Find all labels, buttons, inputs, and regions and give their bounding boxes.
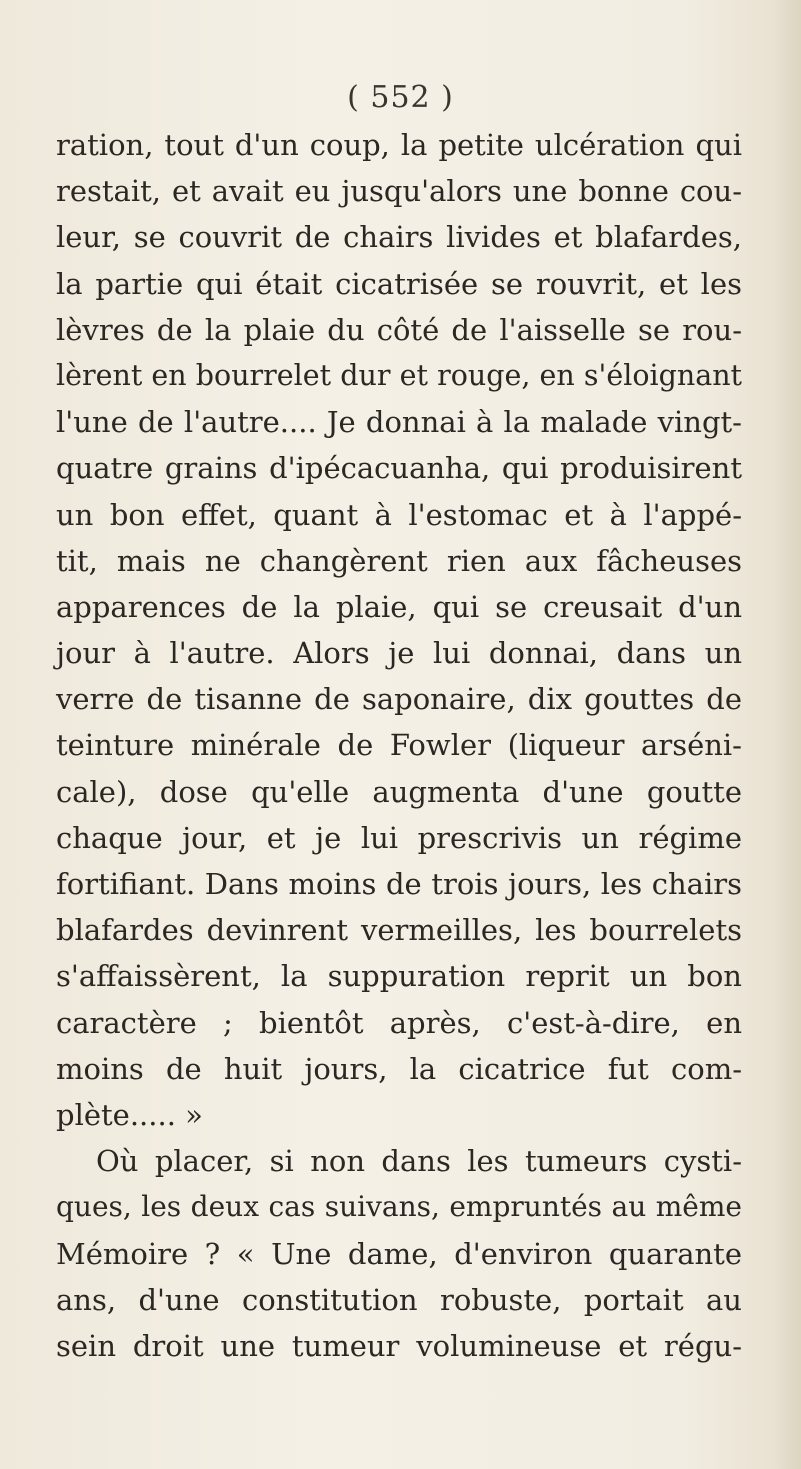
- text-line: teinture minérale de Fowler (liqueur arséni-: [56, 728, 742, 763]
- text-line: leur, se couvrit de chairs livides et blafardes,: [56, 220, 742, 255]
- text-line: lèrent en bourrelet dur et rouge, en s'éloignant: [56, 358, 742, 392]
- text-line: chaque jour, et je lui prescrivis un régime: [56, 820, 742, 855]
- text-line: verre de tisanne de saponaire, dix gouttes de: [56, 682, 742, 717]
- body-text: [56, 122, 742, 1369]
- text-line: ration, tout d'un coup, la petite ulcération qui: [56, 128, 742, 162]
- text-line: blafardes devinrent vermeilles, les bourrelets: [56, 913, 742, 948]
- page-number: ( 552 ): [347, 80, 454, 115]
- text-line: l'une de l'autre.... Je donnai à la malade vingt-: [56, 405, 742, 440]
- text-line: Mémoire ? « Une dame, d'environ quarante: [56, 1236, 742, 1271]
- text-line: ans, d'une constitution robuste, portait au: [56, 1282, 742, 1317]
- text-line: un bon effet, quant à l'estomac et à l'appé-: [56, 497, 742, 532]
- text-line: fortifiant. Dans moins de trois jours, les chairs: [56, 867, 742, 901]
- text-line: restait, et avait eu jusqu'alors une bonne cou-: [56, 174, 742, 209]
- text-line: moins de huit jours, la cicatrice fut com-: [56, 1051, 742, 1086]
- text-line-paragraph-start: Où placer, si non dans les tumeurs cysti-: [96, 1144, 742, 1179]
- text-line: lèvres de la plaie du côté de l'aisselle se rou-: [56, 312, 742, 347]
- text-line: quatre grains d'ipécacuanha, qui produisirent: [56, 451, 742, 486]
- text-line-paragraph-end: plète..... »: [56, 1097, 203, 1132]
- text-line: jour à l'autre. Alors je lui donnai, dans un: [56, 636, 742, 671]
- text-line: apparences de la plaie, qui se creusait d'un: [56, 589, 742, 624]
- text-line: la partie qui était cicatrisée se rouvrit, et les: [56, 266, 742, 301]
- text-line: s'affaissèrent, la suppuration reprit un bon: [56, 959, 742, 994]
- text-line: tit, mais ne changèrent rien aux fâcheuses: [56, 543, 742, 578]
- page-edge-shadow: [773, 0, 801, 1469]
- text-line: caractère ; bientôt après, c'est-à-dire, en: [56, 1005, 742, 1040]
- text-line: sein droit une tumeur volumineuse et régu-: [56, 1328, 742, 1363]
- text-line: ques, les deux cas suivans, empruntés au même: [56, 1190, 742, 1224]
- text-line: cale), dose qu'elle augmenta d'une goutte: [56, 774, 742, 809]
